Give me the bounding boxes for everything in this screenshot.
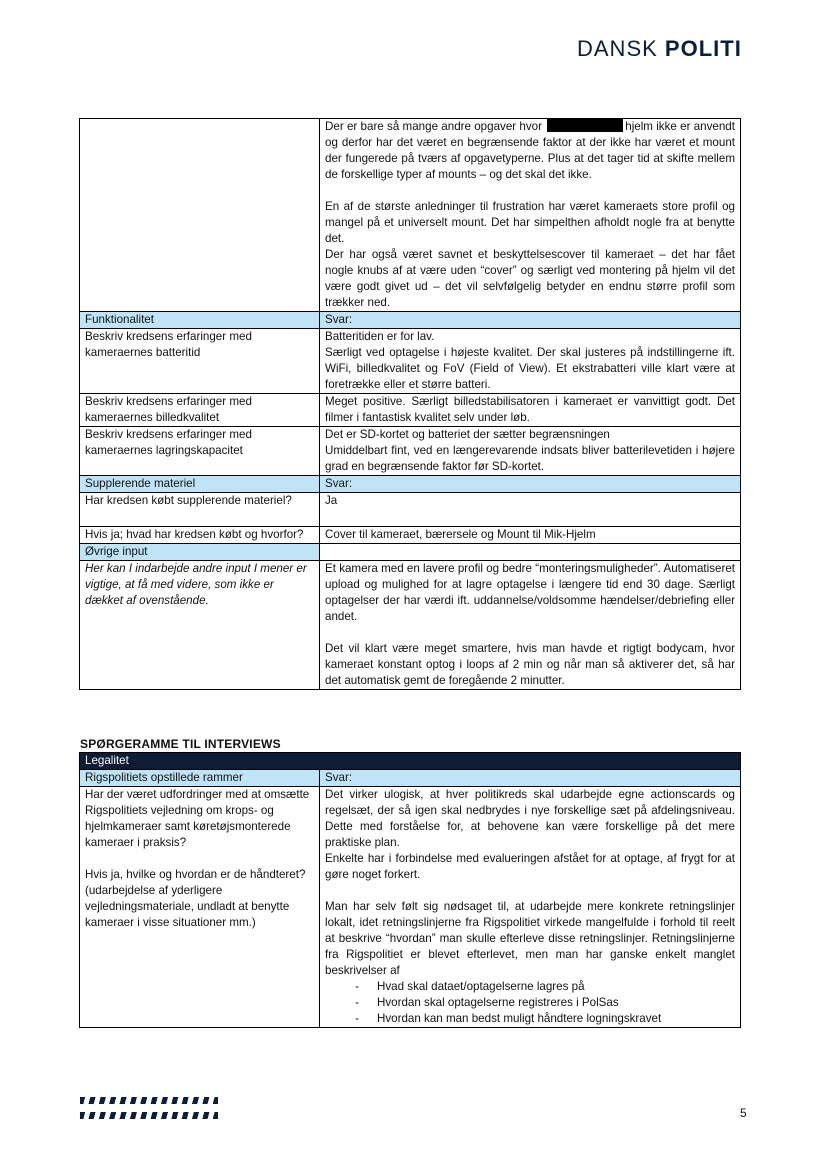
table-row — [80, 427, 741, 476]
interview-table — [79, 752, 741, 1028]
decorative-stripe — [80, 1112, 218, 1119]
section-header-funktionalitet: Funktionalitet Svar: — [80, 312, 741, 329]
answer-cell: Det er SD-kortet og batteriet der sætter begrænsningen Umiddelbart fint, ved en længerevarende indsats bliver batterilevetiden i højere grad en begrænsende faktor før SD-kortet. — [320, 427, 741, 476]
table-row — [80, 394, 741, 427]
answer-cell: Cover til kameraet, bærersele og Mount til Mik-Hjelm — [320, 527, 741, 544]
decorative-stripe — [80, 1097, 218, 1104]
section-header-rammer: Rigspolitiets opstillede rammer Svar: — [80, 770, 741, 787]
section-header-ovrige: Øvrige input — [80, 544, 741, 561]
question-cell: Beskriv kredsens erfaringer med kameraernes batteritid — [80, 329, 320, 394]
dansk-politi-logo: DANSK POLITI — [577, 36, 742, 61]
evaluation-table — [79, 118, 741, 690]
answer-cell: Batteritiden er for lav. Særligt ved optagelse i højeste kvalitet. Der skal justeres på indstillingerne ift. WiFi, billedkvalitet og FoV (Field of View). Et ekstrabatteri ville klart være at foretrække eller et større batteri. — [320, 329, 741, 394]
table-row — [80, 527, 741, 544]
table-row — [80, 329, 741, 394]
list-item: - Hvordan skal optagelserne registreres i PolSas — [355, 996, 619, 1009]
list-item: - Hvordan kan man bedst muligt håndtere logningskravet — [355, 1012, 662, 1025]
section-title: SPØRGERAMME TIL INTERVIEWS — [80, 737, 281, 751]
table-row — [80, 787, 741, 1028]
answer-cell: Der er bare så mange andre opgaver hvor hjelm ikke er anvendt og derfor har det været en begrænsende faktor at der ikke har været et mount der fungerede på tværs af opgavetyperne. Plus at det tager tid at skifte mellem de forskellige typer af mounts – og det skal det ikke. En af de største anledninger til frustration har været kameraets store profil og mangel på et universelt mount. Det har simpelthen afholdt nogle fra at benytte det. Der har også været savnet et beskyttelsescover til kameraet – det har fået nogle knubs af at være uden “cover” og særligt ved montering på hjelm vil det være godt givet ud – det vil selvfølgelig betyder en endnu større profil som trækker ned. — [320, 119, 741, 312]
redaction-box — [547, 119, 623, 132]
section-header-supplerende: Supplerende materiel Svar: — [80, 476, 741, 493]
table-row — [80, 493, 741, 527]
answer-cell: Et kamera med en lavere profil og bedre “monteringsmuligheder”. Automatiseret upload og mulighed for at lagre optagelse i længere tid end 30 dage. Særligt optagelser der har værdi ift. uddannelse/voldsomme hændelser/debriefing eller andet. Det vil klart være meget smartere, hvis man havde et rigtigt bodycam, hvor kameraet konstant optog i loops af 2 min og når man så aktiverer det, så har det automatisk gemt de foregående 2 minutter. — [320, 561, 741, 690]
page-number: 5 — [740, 1106, 747, 1120]
question-cell: Har der været udfordringer med at omsætte Rigspolitiets vejledning om krops- og hjelmkameraer samt køretøjsmonterede kameraer i praksis? Hvis ja, hvilke og hvordan er de håndteret? (udarbejdelse af yderligere vejledningsmateriale, undladt at benytte kameraer i visse situationer mm.) — [80, 787, 320, 1028]
answer-cell: Det virker ulogisk, at hver politikreds skal udarbejde egne actionscards og regelsæt, der så igen skal nedbrydes i nye forskellige sæt på afdelingsniveau. Dette med forståelse for, at behovene kan være forskellige på det mere praktiske plan. Enkelte har i forbindelse med evalueringen afstået for at optage, af frygt for at gøre noget forkert. Man har selv følt sig nødsaget til, at udarbejde mere konkrete retningslinjer lokalt, idet retningslinjerne fra Rigspolitiet virkede mangelfulde i forhold til reelt at beskrive “hvordan” man skulle efterleve disse retningslinjer. Retningslinjerne fra Rigspolitiet er blevet efterlevet, men man har ganske enkelt manglet beskrivelser af - Hvad skal dataet/optagelserne lagres på - Hvordan skal optagelserne registreres i PolSas - Hvordan kan man bedst muligt håndtere logningskravet — [320, 787, 741, 1028]
bullet-list — [325, 979, 735, 1027]
table-row — [80, 561, 741, 690]
question-cell: Hvis ja; hvad har kredsen købt og hvorfor? — [80, 527, 320, 544]
answer-cell: Ja — [320, 493, 741, 527]
question-cell: Har kredsen købt supplerende materiel? — [80, 493, 320, 527]
legalitet-header: Legalitet — [80, 753, 741, 770]
list-item: - Hvad skal dataet/optagelserne lagres på — [355, 980, 585, 993]
answer-cell: Meget positive. Særligt billedstabilisatoren i kameraet er vanvittigt godt. Det filmer i fantastisk kvalitet selv under løb. — [320, 394, 741, 427]
question-cell: Beskriv kredsens erfaringer med kameraernes lagringskapacitet — [80, 427, 320, 476]
table-row — [80, 119, 741, 312]
question-cell: Her kan I indarbejde andre input I mener er vigtige, at få med videre, som ikke er dækket af ovenstående. — [80, 561, 320, 690]
question-cell: Beskriv kredsens erfaringer med kameraernes billedkvalitet — [80, 394, 320, 427]
